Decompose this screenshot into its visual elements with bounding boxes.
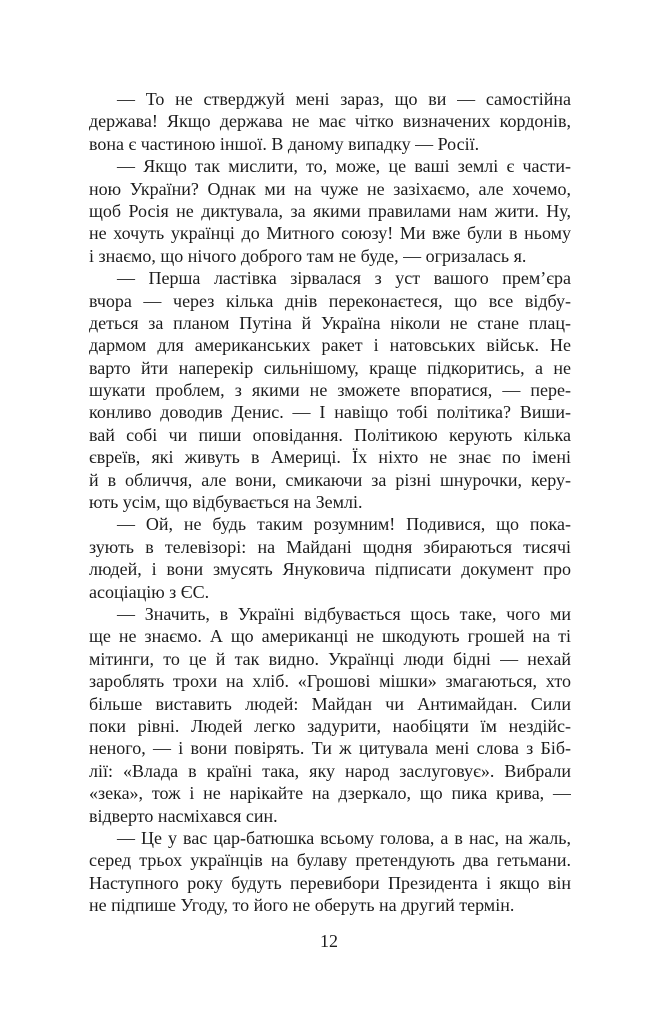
text-line: щоб Росія не диктувала, за якими правилами нам жити. Ну, [89, 200, 571, 221]
text-line: лії: «Влада в країні така, яку народ заслуговує». Вибрали [89, 760, 571, 781]
text-line: дармом для американських ракет і натовських військ. Не [89, 335, 571, 356]
text-line: — Якщо так мислити, то, може, це ваші землі є части- [117, 156, 571, 177]
text-line: неного, — і вони повірять. Ти ж цитувала мені слова з Біб- [89, 738, 571, 759]
text-line: не хочуть українці до Митного союзу! Ми вже були в ньому [89, 223, 571, 244]
text-line: людей, і вони змусять Януковича підписати документ про [89, 559, 571, 580]
paragraph [89, 827, 571, 917]
paragraph [89, 267, 571, 513]
page-number: 12 [320, 931, 338, 951]
paragraph [89, 155, 571, 267]
text-line: зують в телевізорі: на Майдані щодня збираються тисячі [89, 536, 571, 557]
text-line: ною України? Однак ми на чуже не зазіхаємо, але хочемо, [89, 178, 571, 199]
text-line: поки рівні. Людей легко задурити, наобіцяти їм нездійс- [89, 715, 571, 736]
paragraph [89, 88, 571, 155]
text-line: вай собі чи пиши оповідання. Політикою керують кілька [89, 424, 571, 445]
text-line: відверто насміхався син. [89, 805, 278, 826]
text-line: і знаємо, що нічого доброго там не буде, — огризалась я. [89, 245, 527, 266]
text-line: євреїв, які живуть в Америці. Їх ніхто не знає по імені [89, 447, 571, 468]
text-line: Наступного року будуть перевибори Президента і якщо він [89, 872, 571, 893]
text-line: й в обличчя, але вони, смикаючи за різні шнурочки, керу- [89, 469, 571, 490]
text-line: держава! Якщо держава не має чітко визначених кордонів, [89, 111, 571, 132]
text-line: шукати проблем, з якими не зможете впоратися, — пере- [89, 380, 571, 401]
text-line: ще не знаємо. А що американці не шкодують грошей на ті [89, 626, 571, 647]
text-line: — Значить, в Україні відбувається щось таке, чого ми [117, 603, 571, 624]
text-line: ють усім, що відбувається на Землі. [89, 492, 363, 513]
text-block [89, 88, 571, 916]
text-line: зароблять трохи на хліб. «Грошові мішки» змагаються, хто [89, 671, 571, 692]
text-line: більше виставить людей: Майдан чи Антимайдан. Сили [89, 693, 571, 714]
text-line: вона є частиною іншої. В даному випадку — Росії. [89, 133, 480, 154]
text-line: — То не стверджуй мені зараз, що ви — самостійна [117, 89, 571, 109]
paragraph [89, 513, 571, 603]
text-line: не підпише Угоду, то його не оберуть на другий термін. [89, 895, 515, 916]
text-line: — Перша ластівка зірвалася з уст вашого прем’єра [117, 268, 571, 289]
text-line: — Ой, не будь таким розумним! Подивися, що пока- [117, 514, 571, 535]
text-line: вчора — через кілька днів переконаєтеся, що все відбу- [89, 290, 571, 311]
text-line: асоціацію з ЄС. [89, 581, 210, 602]
text-line: серед трьох українців на булаву претендують два гетьмани. [89, 850, 571, 871]
text-line: деться за планом Путіна й Україна ніколи не стане плац- [89, 312, 571, 333]
text-line: конливо доводив Денис. — І навіщо тобі політика? Виши- [89, 402, 571, 423]
paragraph [89, 603, 571, 827]
text-line: мітинги, то це й так видно. Українці люди бідні — нехай [89, 648, 571, 669]
text-line: варто йти наперекір сильнішому, краще підкоритись, а не [89, 357, 571, 378]
text-line: — Це у вас цар-батюшка всьому голова, а в нас, на жаль, [117, 827, 571, 848]
text-line: «зека», тож і не нарікайте на дзеркало, що пика крива, — [89, 783, 571, 804]
